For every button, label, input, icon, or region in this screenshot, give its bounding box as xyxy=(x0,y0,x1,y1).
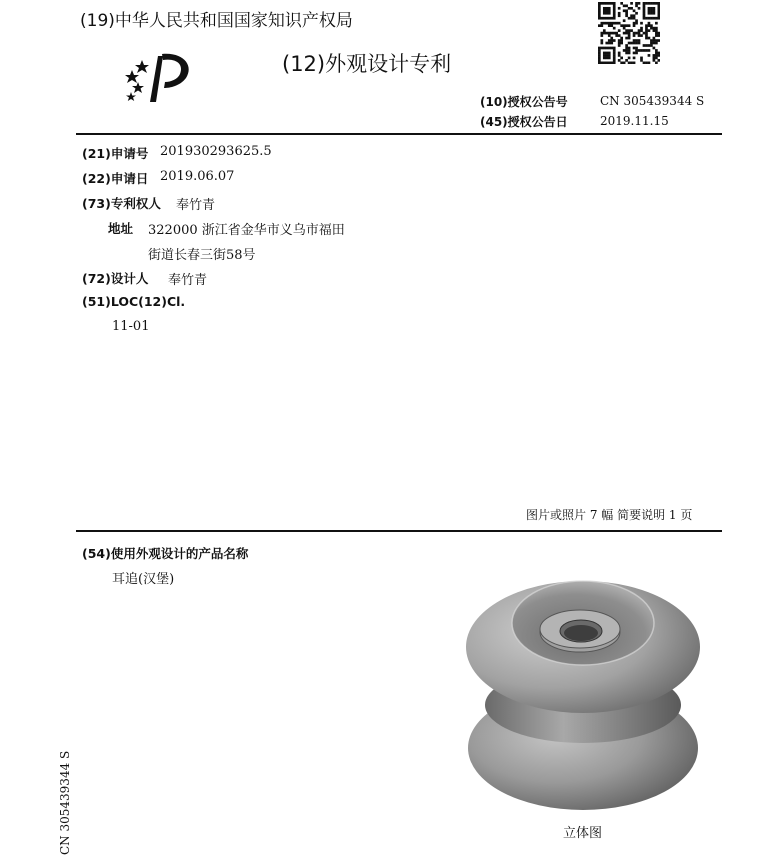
document-type-title: (12)外观设计专利 xyxy=(282,52,452,76)
office-name: (19)中华人民共和国国家知识产权局 xyxy=(80,11,353,31)
product-name-label: (54)使用外观设计的产品名称 xyxy=(82,546,249,561)
patentee-label: (73)专利权人 xyxy=(82,196,161,211)
application-number-label: (21)申请号 xyxy=(82,146,149,161)
address-line-2: 街道长春三街58号 xyxy=(148,248,256,263)
product-name: 耳追(汉堡) xyxy=(112,572,175,587)
address-line-1: 322000 浙江省金华市义乌市福田 xyxy=(148,223,345,238)
logo-star-icon xyxy=(135,60,149,73)
grant-date-label: (45)授权公告日 xyxy=(480,115,568,129)
loc-classification-label: (51)LOC(12)Cl. xyxy=(82,294,186,309)
grant-number: CN 305439344 S xyxy=(600,94,705,108)
logo-star-icon xyxy=(125,70,139,83)
logo-star-icon xyxy=(132,82,144,93)
patentee: 奉竹青 xyxy=(176,198,216,213)
designer-label: (72)设计人 xyxy=(82,271,149,286)
loc-classification: 11-01 xyxy=(112,319,150,334)
designer: 奉竹青 xyxy=(168,273,208,288)
grant-number-label: (10)授权公告号 xyxy=(480,95,568,109)
figure-caption: 立体图 xyxy=(563,826,603,841)
qr-code xyxy=(598,2,660,64)
section-divider xyxy=(76,530,722,532)
application-number: 201930293625.5 xyxy=(160,144,272,159)
application-date-label: (22)申请日 xyxy=(82,171,149,186)
header-divider xyxy=(76,133,722,135)
logo-star-icon xyxy=(126,92,136,101)
address-label: 地址 xyxy=(108,221,134,236)
perspective-view-figure xyxy=(462,565,704,813)
grant-date: 2019.11.15 xyxy=(600,114,669,128)
side-publication-number: CN 305439344 S xyxy=(58,750,72,855)
application-date: 2019.06.07 xyxy=(160,169,235,184)
page-count-note: 图片或照片 7 幅 简要说明 1 页 xyxy=(526,508,693,522)
cnipa-logo xyxy=(118,48,194,106)
